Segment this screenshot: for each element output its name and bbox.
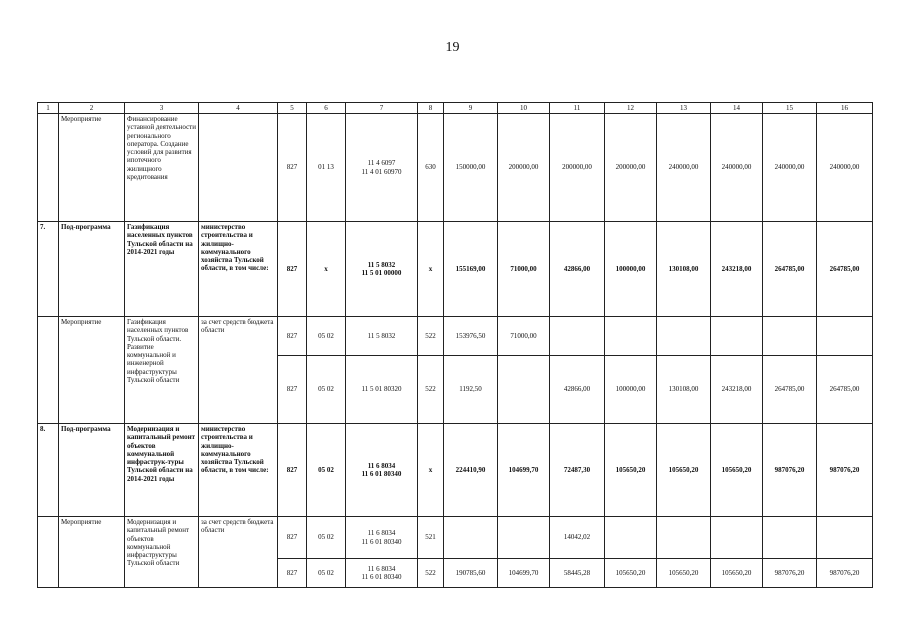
header-cell: 9 xyxy=(444,103,498,114)
row-type-cell: Под-программа xyxy=(59,424,125,517)
row-name-cell: Газификация населенных пунктов Тульской области. Развитие коммунальной и инженерной инфраструктуры Тульской области xyxy=(125,317,199,424)
value-2014: 224410,90 xyxy=(444,424,498,517)
value-2018: 105650,20 xyxy=(657,424,711,517)
budget-table xyxy=(37,102,873,588)
row-number-cell xyxy=(38,317,59,424)
value-2018 xyxy=(657,517,711,559)
row-name-cell: Газификация населенных пунктов Тульской области на 2014-2021 годы xyxy=(125,222,199,317)
row-number-cell: 7. xyxy=(38,222,59,317)
table-row xyxy=(38,114,873,222)
page-number: 19 xyxy=(445,40,460,55)
value-2017: 200000,00 xyxy=(605,114,657,222)
value-2019 xyxy=(711,517,763,559)
csr-cell: 11 5 8032 xyxy=(346,317,418,356)
value-2016: 200000,00 xyxy=(550,114,605,222)
value-2017: 100000,00 xyxy=(605,356,657,424)
value-2017: 105650,20 xyxy=(605,559,657,588)
row-type-cell: Под-программа xyxy=(59,222,125,317)
header-cell: 6 xyxy=(307,103,346,114)
vr-cell: 522 xyxy=(418,317,444,356)
header-cell: 12 xyxy=(605,103,657,114)
grbs-cell: 827 xyxy=(278,317,307,356)
rzpr-cell: 05 02 xyxy=(307,559,346,588)
value-2018: 130108,00 xyxy=(657,356,711,424)
row-name-cell: Модернизация и капитальный ремонт объектов коммунальной инфраструк-туры Тульской области на 2014-2021 годы xyxy=(125,424,199,517)
value-2020: 240000,00 xyxy=(763,114,817,222)
csr-code-new: 11 6 01 80340 xyxy=(361,537,402,546)
header-cell: 10 xyxy=(498,103,550,114)
vr-cell: 521 xyxy=(418,517,444,559)
vr-cell: 522 xyxy=(418,559,444,588)
header-cell: 11 xyxy=(550,103,605,114)
csr-cell xyxy=(346,114,418,222)
table-row xyxy=(38,222,873,317)
table-row xyxy=(38,424,873,517)
header-cell: 1 xyxy=(38,103,59,114)
value-2018 xyxy=(657,317,711,356)
executor-cell: за счет средств бюджета области xyxy=(199,317,278,424)
rzpr-cell: 05 02 xyxy=(307,424,346,517)
header-cell: 8 xyxy=(418,103,444,114)
value-2020: 987076,20 xyxy=(763,424,817,517)
csr-cell xyxy=(346,424,418,517)
value-2017: 100000,00 xyxy=(605,222,657,317)
grbs-cell: 827 xyxy=(278,517,307,559)
value-2016: 14042,02 xyxy=(550,517,605,559)
value-2014: 155169,00 xyxy=(444,222,498,317)
header-cell: 7 xyxy=(346,103,418,114)
header-cell: 16 xyxy=(817,103,873,114)
grbs-cell: 827 xyxy=(278,424,307,517)
value-2021 xyxy=(817,317,873,356)
value-2019: 105650,20 xyxy=(711,559,763,588)
row-type-cell: Мероприятие xyxy=(59,517,125,588)
executor-cell xyxy=(199,114,278,222)
csr-cell xyxy=(346,222,418,317)
executor-cell: министерство строительства и жилищно-коммунального хозяйства Тульской области, в том числе: xyxy=(199,222,278,317)
value-2014: 153976,50 xyxy=(444,317,498,356)
value-2018: 105650,20 xyxy=(657,559,711,588)
value-2016: 42866,00 xyxy=(550,356,605,424)
row-name-cell: Финансирование уставной деятельности регионального оператора. Создание условий для развития ипотечного жилищного кредитования xyxy=(125,114,199,222)
value-2014 xyxy=(444,517,498,559)
csr-code-old: 11 5 8032 xyxy=(367,260,396,269)
row-type-cell: Мероприятие xyxy=(59,317,125,424)
header-row xyxy=(38,103,873,114)
vr-cell: х xyxy=(418,424,444,517)
value-2015: 200000,00 xyxy=(498,114,550,222)
value-2020: 264785,00 xyxy=(763,356,817,424)
vr-cell: 630 xyxy=(418,114,444,222)
value-2015: 71000,00 xyxy=(498,222,550,317)
vr-cell: 522 xyxy=(418,356,444,424)
row-number-cell xyxy=(38,517,59,588)
value-2021: 987076,20 xyxy=(817,424,873,517)
value-2019: 243218,00 xyxy=(711,356,763,424)
value-2019: 240000,00 xyxy=(711,114,763,222)
value-2020 xyxy=(763,317,817,356)
value-2016: 72487,30 xyxy=(550,424,605,517)
value-2021: 987076,20 xyxy=(817,559,873,588)
rzpr-cell: 01 13 xyxy=(307,114,346,222)
value-2020 xyxy=(763,517,817,559)
row-number-cell: 8. xyxy=(38,424,59,517)
csr-code-old: 11 6 8034 xyxy=(367,461,396,470)
value-2016: 42866,00 xyxy=(550,222,605,317)
rzpr-cell: 05 02 xyxy=(307,517,346,559)
grbs-cell: 827 xyxy=(278,559,307,588)
value-2021: 240000,00 xyxy=(817,114,873,222)
value-2016: 58445,28 xyxy=(550,559,605,588)
csr-cell: 11 5 01 80320 xyxy=(346,356,418,424)
csr-code-new: 11 4 01 60970 xyxy=(361,167,402,176)
header-cell: 15 xyxy=(763,103,817,114)
value-2014: 1192,50 xyxy=(444,356,498,424)
table-row xyxy=(38,517,873,559)
value-2021 xyxy=(817,517,873,559)
value-2015: 104699,70 xyxy=(498,424,550,517)
value-2018: 130108,00 xyxy=(657,222,711,317)
executor-cell: министерство строительства и жилищно-коммунального хозяйства Тульской области, в том числе: xyxy=(199,424,278,517)
csr-code-old: 11 4 6097 xyxy=(367,159,396,168)
value-2020: 264785,00 xyxy=(763,222,817,317)
value-2021: 264785,00 xyxy=(817,356,873,424)
csr-code-new: 11 6 01 80340 xyxy=(361,470,402,478)
grbs-cell: 827 xyxy=(278,222,307,317)
header-cell: 4 xyxy=(199,103,278,114)
value-2015: 104699,70 xyxy=(498,559,550,588)
value-2019 xyxy=(711,317,763,356)
executor-cell: за счет средств бюджета области xyxy=(199,517,278,588)
row-number-cell xyxy=(38,114,59,222)
header-cell: 14 xyxy=(711,103,763,114)
grbs-cell: 827 xyxy=(278,114,307,222)
header-cell: 3 xyxy=(125,103,199,114)
value-2014: 150000,00 xyxy=(444,114,498,222)
header-cell: 13 xyxy=(657,103,711,114)
rzpr-cell: х xyxy=(307,222,346,317)
value-2019: 243218,00 xyxy=(711,222,763,317)
table-row xyxy=(38,317,873,356)
csr-cell xyxy=(346,559,418,588)
csr-code-old: 11 6 8034 xyxy=(367,529,396,538)
value-2019: 105650,20 xyxy=(711,424,763,517)
value-2021: 264785,00 xyxy=(817,222,873,317)
header-cell: 2 xyxy=(59,103,125,114)
csr-code-new: 11 6 01 80340 xyxy=(361,573,402,581)
value-2015 xyxy=(498,517,550,559)
value-2018: 240000,00 xyxy=(657,114,711,222)
value-2015 xyxy=(498,356,550,424)
value-2017 xyxy=(605,317,657,356)
rzpr-cell: 05 02 xyxy=(307,317,346,356)
csr-code-new: 11 5 01 00000 xyxy=(361,269,402,277)
value-2016 xyxy=(550,317,605,356)
csr-cell xyxy=(346,517,418,559)
value-2017 xyxy=(605,517,657,559)
rzpr-cell: 05 02 xyxy=(307,356,346,424)
header-cell: 5 xyxy=(278,103,307,114)
vr-cell: х xyxy=(418,222,444,317)
grbs-cell: 827 xyxy=(278,356,307,424)
value-2020: 987076,20 xyxy=(763,559,817,588)
csr-code-old: 11 6 8034 xyxy=(367,564,396,573)
value-2015: 71000,00 xyxy=(498,317,550,356)
value-2014: 190785,60 xyxy=(444,559,498,588)
value-2017: 105650,20 xyxy=(605,424,657,517)
row-name-cell: Модернизация и капитальный ремонт объектов коммунальной инфраструктуры Тульской области xyxy=(125,517,199,588)
row-type-cell: Мероприятие xyxy=(59,114,125,222)
